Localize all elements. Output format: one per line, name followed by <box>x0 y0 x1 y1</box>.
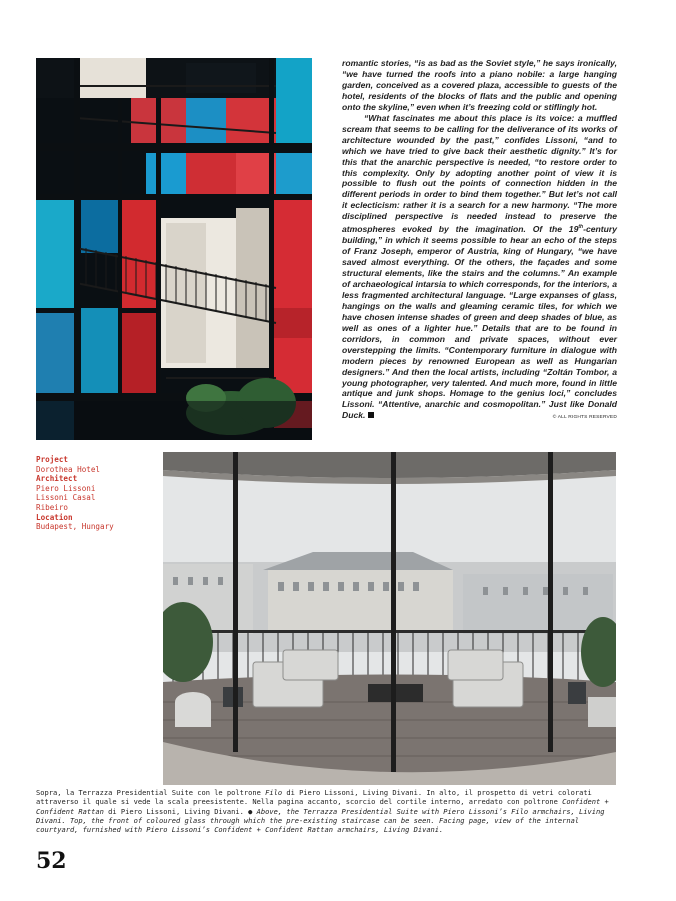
terrace-suite-photo <box>163 452 616 785</box>
caption-english-text: Above, the Terrazza Presidential Suite with Piero Lissoni’s Filo armchairs, Living Divani. Top, the front of coloured glass through which the pre-existing staircase can be seen. Facing page, view of the internal courtyard, furnished with Piero Lissoni’s Confident + Confident Rattan armchairs, Living Divani. <box>36 806 605 835</box>
article-text-run: “What fascinates me about this place is its voice: a muffled scream that seems to be calling for the deliverance of its works of architecture wounded by the past,” confides Lissoni, “and to which we have tried to give back their aesthetic dignity.” It’s for this that the anarchic perspective is needed, “to restore order to this complexity. Only by adopting another point of view it is possible to flush out the points of connection hidden in the different periods in order to bind them together.” But let’s not call it eclecticism: rather it is a search for a new harmony. “The more disciplined perspective is needed instead to preserve the atmospheres evoked by the imagination. Of the 19 <box>342 112 617 235</box>
location-value: Budapest, Hungary <box>36 522 114 532</box>
superscript: th <box>578 224 584 231</box>
page-number: 52 <box>36 848 67 874</box>
caption-text: Sopra, la Terrazza Presidential Suite con le poltrone <box>36 788 266 797</box>
article-paragraph: romantic stories, “is as bad as the Soviet style,” he says ironically, “we have turned the roofs into a piano nobile: a large hanging garden, conceived as a covered plaza, accessible to guests of the hotel, residents of the blocks of flats and the public and opening onto the skyline,” even when it’s freezing cold or stiflingly hot. <box>342 58 617 112</box>
photo-caption <box>36 788 616 834</box>
project-value: Dorothea Hotel <box>36 464 101 474</box>
article-text-run: -century building,” in which it seems possible to hear an echo of the steps of Franz Joseph, emperor of Austria, king of Hungary, “we have saved almost everything. Of the others, the façades and some structural elements, like the stairs and the columns.” An example of archaeological intarsia to which corresponds, for the interiors, a less fragmented architectural language. “Large expanses of glass, hangings on the walls and gleaming ceramic tiles, for which we have chosen intense shades of green and deep shades of blue, as well as ones of a lighter hue.” Details that are to be found in corridors, in common and private spaces, without ever overstepping the limits. “Contemporary furniture in dialogue with modern pieces by renowned European as well as Hungarian designers.” And then the local artists, including “Zoltán Tombor, a young photographer, very talented. And much more, found in little antique and junk shops. Homage to the genius loci,” concludes Lissoni. “Attentive, anarchic and cosmopolitan.” Just like Donald Duck. <box>342 224 617 421</box>
caption-text: di Piero Lissoni, Living Divani. ● <box>103 806 257 816</box>
location-label: Location <box>36 512 73 522</box>
rights-notice: © ALL RIGHTS RESERVED <box>552 415 617 421</box>
project-credits <box>36 455 156 532</box>
project-label: Project <box>36 455 69 464</box>
caption-text: di Piero Lissoni, Living Divani. In alto, il prospetto di vetri colorati attraverso il quale si vede la scala preesistente. Nella pagina accanto, scorcio del cortile interno, arredato con poltrone <box>36 788 592 807</box>
architect-value: Ribeiro <box>36 502 69 512</box>
caption-product-name: Confident + Confident Rattan <box>36 797 609 816</box>
article-text <box>342 58 617 424</box>
architect-value: Piero Lissoni <box>36 483 96 493</box>
architect-value: Lissoni Casal <box>36 493 96 503</box>
architect-label: Architect <box>36 474 78 484</box>
caption-product-name: Filo <box>265 788 283 797</box>
article-paragraph <box>342 113 617 422</box>
end-of-article-square <box>368 412 374 418</box>
stained-glass-staircase-photo <box>36 58 312 440</box>
